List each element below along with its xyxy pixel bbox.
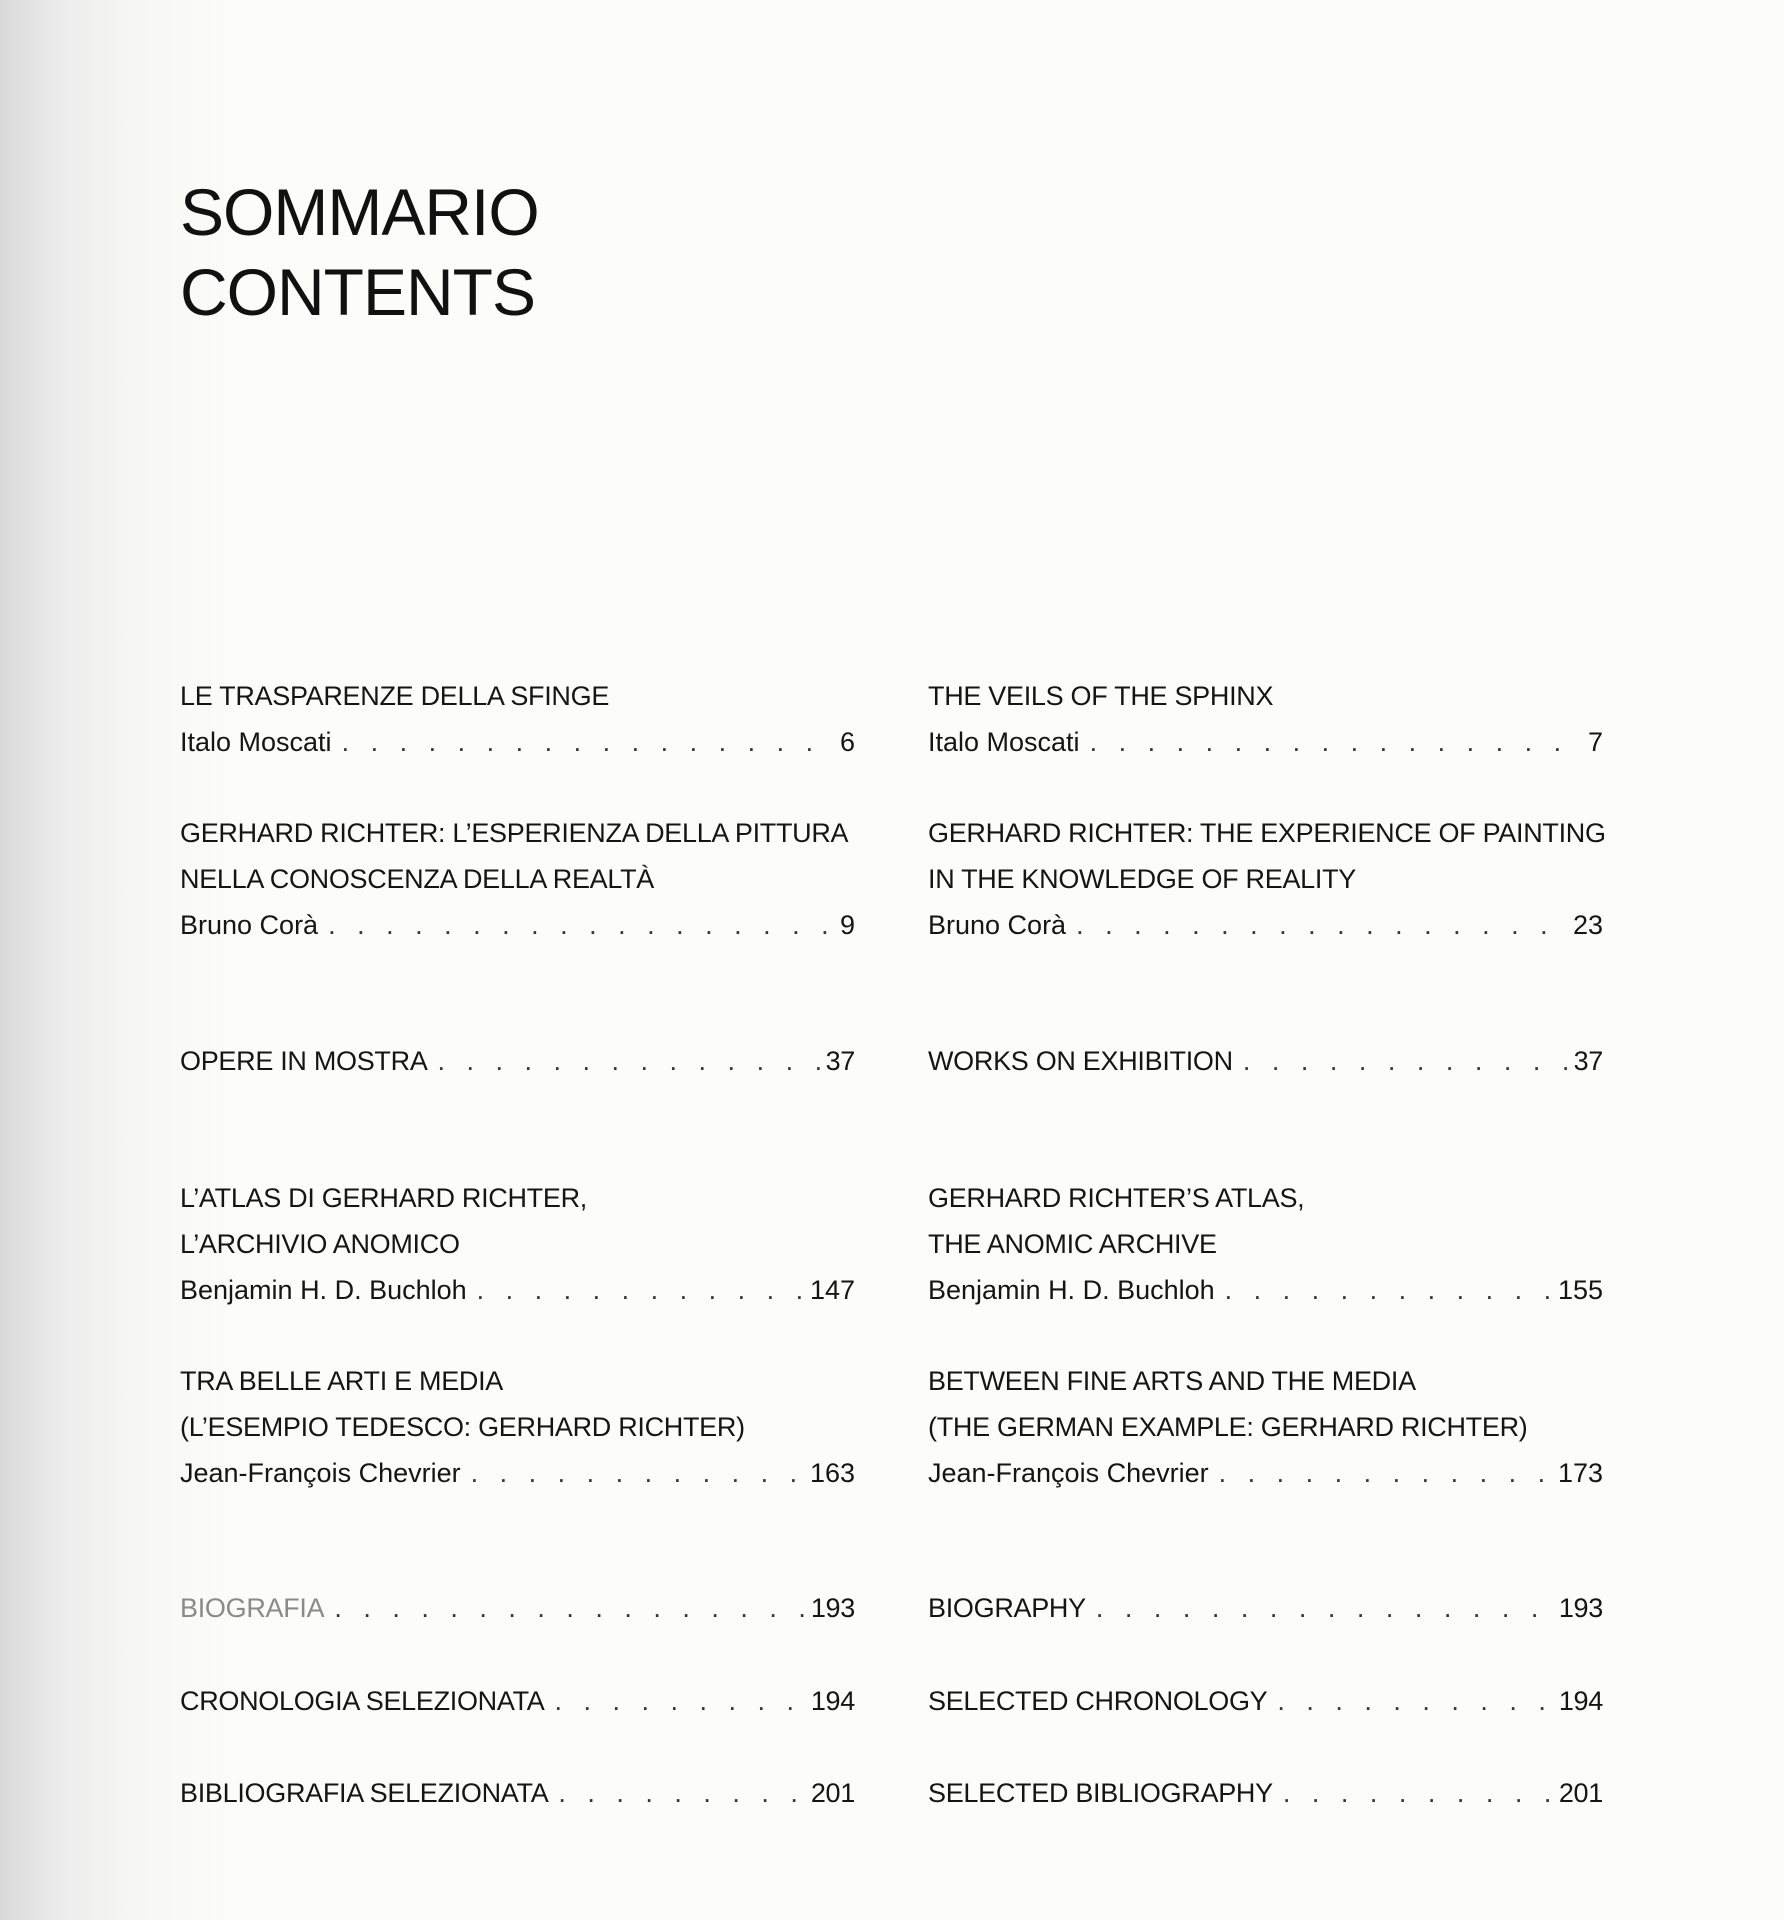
entry-author: Benjamin H. D. Buchloh (180, 1275, 467, 1305)
entry-author-line (928, 1585, 1603, 1631)
entry-author-line (180, 902, 855, 948)
entry-section: BIOGRAPHY (928, 1593, 1086, 1623)
entry-title: THE VEILS OF THE SPHINX (928, 681, 1274, 711)
entry-page-number: 193 (810, 1593, 855, 1623)
leader-dots (477, 1267, 804, 1313)
leader-dots (438, 1038, 820, 1084)
title-english: CONTENTS (180, 255, 535, 329)
entry-page-number: 194 (1558, 1686, 1603, 1716)
toc-entry[interactable] (928, 1585, 1603, 1631)
entry-page-number: 37 (1573, 1046, 1603, 1076)
leader-dots (334, 1585, 805, 1631)
entry-author-line (180, 1678, 855, 1724)
entry-section: CRONOLOGIA SELEZIONATA (180, 1686, 545, 1716)
leader-dots (1219, 1450, 1552, 1496)
entry-page-number: 155 (1557, 1275, 1603, 1305)
leader-dots (554, 1678, 804, 1724)
page-title (180, 172, 539, 332)
entry-title: LE TRASPARENZE DELLA SFINGE (180, 681, 610, 711)
entry-title: GERHARD RICHTER’S ATLAS, (928, 1183, 1305, 1213)
toc-entry[interactable] (180, 1770, 855, 1816)
entry-page-number: 37 (825, 1046, 855, 1076)
title-italian: SOMMARIO (180, 175, 539, 249)
entry-page-number: 194 (810, 1686, 855, 1716)
toc-entry[interactable] (180, 673, 855, 765)
entry-section: SELECTED CHRONOLOGY (928, 1686, 1268, 1716)
toc-entry[interactable] (928, 1175, 1603, 1313)
entry-author-line (928, 902, 1603, 948)
entry-author-line (180, 1770, 855, 1816)
entry-author: Jean-François Chevrier (928, 1458, 1209, 1488)
leader-dots (1277, 1678, 1552, 1724)
entry-author-line (928, 1770, 1603, 1816)
entry-page-number: 7 (1587, 727, 1603, 757)
leader-dots (1076, 902, 1567, 948)
toc-entry[interactable] (928, 1358, 1603, 1496)
entry-section: BIOGRAFIA (180, 1593, 325, 1623)
leader-dots (1283, 1770, 1553, 1816)
entry-author: Italo Moscati (928, 727, 1080, 757)
entry-title: (THE GERMAN EXAMPLE: GERHARD RICHTER) (928, 1412, 1528, 1442)
leader-dots (471, 1450, 804, 1496)
entry-author-line (928, 1450, 1603, 1496)
entry-title: TRA BELLE ARTI E MEDIA (180, 1366, 504, 1396)
entry-title: GERHARD RICHTER: THE EXPERIENCE OF PAINTING (928, 818, 1606, 848)
entry-page-number: 201 (810, 1778, 855, 1808)
entry-page-number: 193 (1558, 1593, 1603, 1623)
entry-author-line (928, 1267, 1603, 1313)
entry-page-number: 9 (839, 910, 855, 940)
entry-author-line (928, 1678, 1603, 1724)
entry-author: Benjamin H. D. Buchloh (928, 1275, 1215, 1305)
leader-dots (1096, 1585, 1553, 1631)
entry-section: OPERE IN MOSTRA (180, 1046, 428, 1076)
entry-title: GERHARD RICHTER: L’ESPERIENZA DELLA PITTURA (180, 818, 849, 848)
toc-entry[interactable] (928, 1678, 1603, 1724)
entry-author-line (928, 719, 1603, 765)
leader-dots (342, 719, 834, 765)
entry-page-number: 6 (839, 727, 855, 757)
entry-page-number: 173 (1557, 1458, 1603, 1488)
entry-page-number: 201 (1558, 1778, 1603, 1808)
entry-section: BIBLIOGRAFIA SELEZIONATA (180, 1778, 549, 1808)
entry-author: Italo Moscati (180, 727, 332, 757)
leader-dots (1090, 719, 1582, 765)
entry-author: Jean-François Chevrier (180, 1458, 461, 1488)
entry-author: Bruno Corà (928, 910, 1067, 940)
entry-page-number: 163 (809, 1458, 855, 1488)
entry-title: BETWEEN FINE ARTS AND THE MEDIA (928, 1366, 1416, 1396)
toc-entry[interactable] (180, 1678, 855, 1724)
entry-title: IN THE KNOWLEDGE OF REALITY (928, 864, 1356, 894)
entry-title: (L’ESEMPIO TEDESCO: GERHARD RICHTER) (180, 1412, 745, 1442)
toc-entry[interactable] (180, 1038, 855, 1084)
entry-author-line (928, 1038, 1603, 1084)
toc-entry[interactable] (180, 1585, 855, 1631)
entry-title: NELLA CONOSCENZA DELLA REALTÀ (180, 864, 654, 894)
entry-title: L’ARCHIVIO ANOMICO (180, 1229, 460, 1259)
entry-page-number: 23 (1572, 910, 1603, 940)
entry-author: Bruno Corà (180, 910, 319, 940)
entry-author-line (180, 1585, 855, 1631)
entry-author-line (180, 1450, 855, 1496)
entry-page-number: 147 (809, 1275, 855, 1305)
entry-title: THE ANOMIC ARCHIVE (928, 1229, 1217, 1259)
leader-dots (1225, 1267, 1552, 1313)
leader-dots (1243, 1038, 1568, 1084)
toc-entry[interactable] (928, 810, 1606, 948)
entry-author-line (180, 719, 855, 765)
toc-entry[interactable] (928, 1770, 1603, 1816)
entry-author-line (180, 1267, 855, 1313)
toc-entry[interactable] (928, 1038, 1603, 1084)
entry-section: SELECTED BIBLIOGRAPHY (928, 1778, 1273, 1808)
toc-entry[interactable] (180, 810, 855, 948)
toc-entry[interactable] (180, 1175, 855, 1313)
leader-dots (558, 1770, 804, 1816)
leader-dots (328, 902, 834, 948)
entry-author-line (180, 1038, 855, 1084)
entry-title: L’ATLAS DI GERHARD RICHTER, (180, 1183, 587, 1213)
toc-entry[interactable] (180, 1358, 855, 1496)
entry-section: WORKS ON EXHIBITION (928, 1046, 1233, 1076)
toc-entry[interactable] (928, 673, 1603, 765)
